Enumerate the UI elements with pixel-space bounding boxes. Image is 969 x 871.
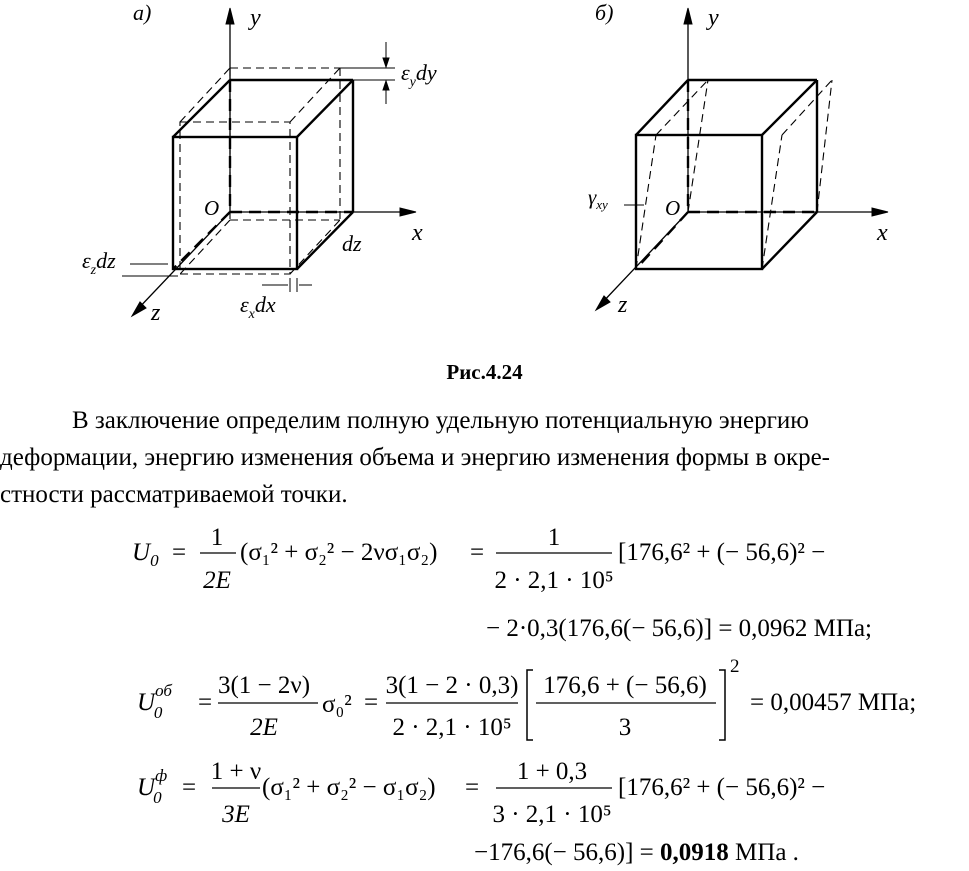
eq2-frac3-den: 3 [618,714,632,741]
eq1-bracket: [176,6² + (− 56,6)² − [618,539,826,566]
panel-b-x-label: x [877,220,888,246]
equation-1 [132,524,872,642]
panel-a-label: a) [133,0,152,25]
eq2-lhs: $U^{об}$ 0 [137,681,172,722]
eq3-eq2: = [465,774,480,801]
eq2-frac2-den: 2 · 2,1 · 10⁵ [392,714,512,741]
eq3-frac2-den: 3 · 2,1 · 10⁵ [492,801,612,828]
eq3-eq: = [182,774,197,801]
panel-b-y-label: y [708,5,719,31]
equation-3 [137,758,825,866]
eq2-right-bracket [719,670,725,740]
panel-a-dz-label: dz [342,231,362,256]
eq1-eq2: = [470,539,485,566]
eq3-frac2-num: 1 + 0,3 [516,758,588,785]
panel-a-x-label: x [412,220,423,246]
panel-a-eps-z-label: $\varepsilon_zdz$ [82,248,116,278]
paragraph-line-2: деформации, энергию изменения объема и энергию изменения формы в окре- [0,444,831,471]
panel-b-z-label: z [618,292,628,318]
eq3-frac1-den: 3E [222,801,250,828]
eq3-lhs: $U^ф$ 0 [137,766,168,807]
eq2-frac2-num: 3(1 − 2 · 0,3) [385,672,519,699]
panel-a-z-label: z [151,300,161,326]
eq3-bracket: [176,6² + (− 56,6)² − [618,774,826,801]
eq1-line2: − 2·0,3(176,6(− 56,6)] = 0,0962 МПа; [486,615,872,642]
panel-b-label: б) [595,0,614,25]
eq2-sigma: σ₀² [322,691,352,718]
paragraph-line-3: стности рассматриваемой точки. [0,481,348,508]
eq2-left-bracket [527,670,533,740]
panel-a-y-label: y [250,5,261,31]
panel-a-eps-x-label: $\varepsilon_xdx$ [240,292,276,322]
eq3-frac1-num: 1 + ν [210,758,262,785]
eq2-frac1-den: 2E [250,714,278,741]
eq3-paren: (σ₁² + σ₂² − σ₁σ₂) [262,774,436,801]
eq1-frac2-den: 2 · 2,1 · 10⁵ [494,567,614,594]
eq1-frac2-num: 1 [547,524,561,551]
eq2-eq2: = [364,689,379,716]
panel-a-origin-label: O [204,196,220,220]
eq1-eq: = [172,539,187,566]
eq2-power: 2 [730,656,740,677]
eq2-frac3-num: 176,6 + (− 56,6) [543,672,707,699]
eq1-paren: (σ₁² + σ₂² − 2νσ₁σ₂) [240,539,438,566]
paragraph-line-1: В заключение определим полную удельную потенциальную энергию [72,407,809,434]
panel-b-origin-label: O [665,196,681,220]
eq1-frac1-den: 2E [203,567,231,594]
panel-a-eps-y-label: $\varepsilon_ydy$ [401,60,437,90]
eq1-lhs: $U_0$ [132,539,159,570]
eq2-eq: = [198,689,213,716]
eq3-line2: −176,6(− 56,6)] = 0,0918 МПа . [474,839,799,866]
eq1-frac1-num: 1 [210,524,224,551]
figure-caption: Рис.4.24 [446,360,523,384]
panel-b-gamma-label: $\gamma_{xy}$ [588,185,608,212]
eq2-frac1-num: 3(1 − 2ν) [217,672,311,699]
eq2-result: = 0,00457 МПа; [750,689,917,716]
